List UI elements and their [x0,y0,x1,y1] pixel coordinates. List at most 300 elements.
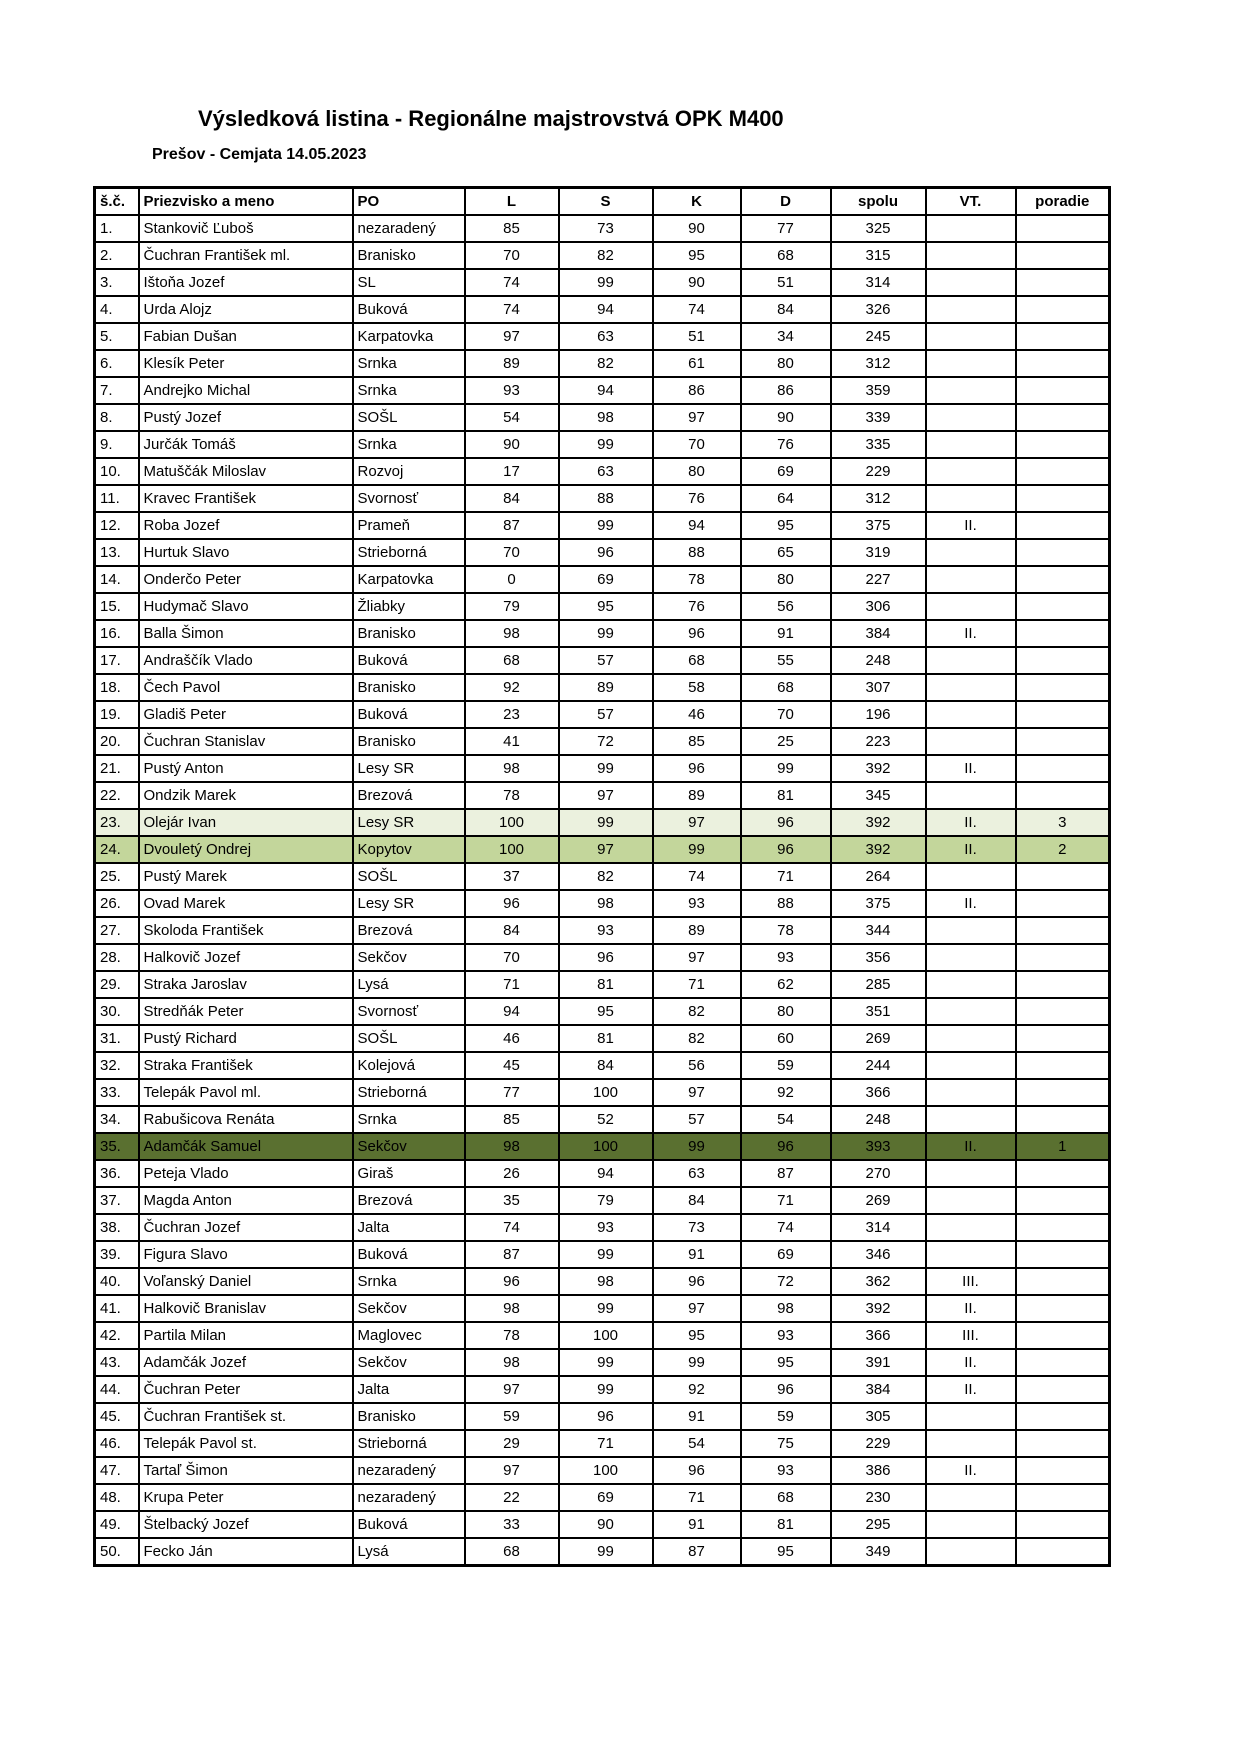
cell-k: 74 [653,863,741,890]
cell-s: 99 [559,431,653,458]
cell-name: Pustý Anton [139,755,353,782]
cell-spolu: 325 [831,215,926,242]
cell-k: 95 [653,1322,741,1349]
cell-l: 96 [465,890,559,917]
cell-l: 45 [465,1052,559,1079]
cell-c: 11. [95,485,139,512]
cell-name: Čech Pavol [139,674,353,701]
cell-spolu: 366 [831,1079,926,1106]
table-row [95,593,1110,620]
table-row [95,701,1110,728]
cell-name: Rabušicova Renáta [139,1106,353,1133]
cell-s: 96 [559,944,653,971]
table-row [95,1187,1110,1214]
cell-d: 51 [741,269,831,296]
cell-vt [926,917,1016,944]
cell-k: 92 [653,1376,741,1403]
cell-name: Telepák Pavol ml. [139,1079,353,1106]
cell-vt: II. [926,1295,1016,1322]
cell-por [1016,1160,1110,1187]
cell-k: 70 [653,431,741,458]
cell-po: Brezová [353,1187,465,1214]
cell-s: 93 [559,1214,653,1241]
cell-por [1016,1457,1110,1484]
cell-s: 90 [559,1511,653,1538]
cell-spolu: 305 [831,1403,926,1430]
cell-name: Fabian Dušan [139,323,353,350]
cell-por [1016,1052,1110,1079]
cell-k: 71 [653,971,741,998]
table-row [95,431,1110,458]
cell-vt: II. [926,890,1016,917]
cell-d: 88 [741,890,831,917]
cell-vt [926,863,1016,890]
cell-po: Srnka [353,431,465,458]
cell-spolu: 244 [831,1052,926,1079]
cell-vt [926,1430,1016,1457]
cell-d: 68 [741,674,831,701]
cell-c: 10. [95,458,139,485]
cell-c: 17. [95,647,139,674]
cell-s: 100 [559,1133,653,1160]
cell-k: 73 [653,1214,741,1241]
cell-spolu: 230 [831,1484,926,1511]
cell-d: 95 [741,1349,831,1376]
cell-k: 84 [653,1187,741,1214]
table-row [95,566,1110,593]
table-row [95,512,1110,539]
cell-d: 81 [741,782,831,809]
cell-vt: II. [926,836,1016,863]
table-row [95,404,1110,431]
cell-spolu: 223 [831,728,926,755]
table-row [95,539,1110,566]
table-row [95,1484,1110,1511]
cell-por [1016,1106,1110,1133]
cell-po: SOŠL [353,404,465,431]
cell-c: 34. [95,1106,139,1133]
cell-c: 9. [95,431,139,458]
cell-name: Straka Jaroslav [139,971,353,998]
header-row [95,188,1110,216]
cell-spolu: 229 [831,458,926,485]
cell-c: 7. [95,377,139,404]
cell-s: 97 [559,782,653,809]
cell-name: Hurtuk Slavo [139,539,353,566]
column-header: poradie [1016,188,1110,216]
table-row [95,350,1110,377]
cell-l: 98 [465,1295,559,1322]
cell-c: 43. [95,1349,139,1376]
cell-s: 99 [559,512,653,539]
cell-vt [926,539,1016,566]
cell-name: Andrejko Michal [139,377,353,404]
cell-po: Srnka [353,1268,465,1295]
cell-s: 94 [559,377,653,404]
cell-por [1016,1403,1110,1430]
cell-s: 94 [559,1160,653,1187]
cell-l: 54 [465,404,559,431]
cell-d: 55 [741,647,831,674]
cell-d: 69 [741,458,831,485]
table-row [95,1025,1110,1052]
cell-c: 33. [95,1079,139,1106]
cell-d: 96 [741,809,831,836]
cell-name: Pustý Jozef [139,404,353,431]
cell-spolu: 344 [831,917,926,944]
cell-po: Buková [353,1241,465,1268]
cell-por [1016,242,1110,269]
cell-name: Skoloda František [139,917,353,944]
cell-k: 76 [653,593,741,620]
cell-k: 99 [653,1133,741,1160]
cell-spolu: 264 [831,863,926,890]
cell-po: Kopytov [353,836,465,863]
cell-c: 45. [95,1403,139,1430]
column-header: VT. [926,188,1016,216]
cell-s: 52 [559,1106,653,1133]
cell-name: Čuchran Peter [139,1376,353,1403]
table-row [95,998,1110,1025]
cell-s: 97 [559,836,653,863]
cell-por [1016,539,1110,566]
cell-d: 76 [741,431,831,458]
cell-l: 77 [465,1079,559,1106]
cell-d: 54 [741,1106,831,1133]
table-row [95,1511,1110,1538]
cell-po: Buková [353,701,465,728]
cell-l: 97 [465,1376,559,1403]
cell-name: Telepák Pavol st. [139,1430,353,1457]
cell-spolu: 319 [831,539,926,566]
cell-name: Klesík Peter [139,350,353,377]
cell-c: 24. [95,836,139,863]
cell-s: 95 [559,998,653,1025]
cell-l: 22 [465,1484,559,1511]
cell-name: Štelbacký Jozef [139,1511,353,1538]
cell-por [1016,593,1110,620]
cell-vt [926,269,1016,296]
cell-d: 71 [741,1187,831,1214]
cell-d: 96 [741,1133,831,1160]
cell-spolu: 384 [831,620,926,647]
cell-k: 76 [653,485,741,512]
table-row [95,836,1110,863]
cell-c: 28. [95,944,139,971]
cell-l: 70 [465,539,559,566]
cell-spolu: 392 [831,1295,926,1322]
cell-c: 18. [95,674,139,701]
cell-c: 20. [95,728,139,755]
table-row [95,1268,1110,1295]
cell-name: Tartaľ Šimon [139,1457,353,1484]
cell-por [1016,1322,1110,1349]
cell-d: 99 [741,755,831,782]
cell-po: Srnka [353,350,465,377]
cell-po: Lesy SR [353,809,465,836]
cell-c: 6. [95,350,139,377]
cell-s: 84 [559,1052,653,1079]
table-row [95,1376,1110,1403]
cell-po: nezaradený [353,1457,465,1484]
cell-spolu: 392 [831,836,926,863]
cell-spolu: 285 [831,971,926,998]
cell-c: 39. [95,1241,139,1268]
cell-c: 37. [95,1187,139,1214]
cell-name: Ondzik Marek [139,782,353,809]
column-header: spolu [831,188,926,216]
cell-po: Branisko [353,728,465,755]
cell-name: Čuchran František st. [139,1403,353,1430]
cell-po: Lesy SR [353,890,465,917]
cell-por: 1 [1016,1133,1110,1160]
cell-por [1016,1268,1110,1295]
cell-por [1016,728,1110,755]
cell-vt [926,485,1016,512]
cell-d: 64 [741,485,831,512]
cell-name: Halkovič Branislav [139,1295,353,1322]
cell-spolu: 384 [831,1376,926,1403]
cell-spolu: 346 [831,1241,926,1268]
cell-s: 99 [559,1376,653,1403]
cell-s: 99 [559,1349,653,1376]
cell-spolu: 391 [831,1349,926,1376]
cell-c: 23. [95,809,139,836]
table-row [95,323,1110,350]
cell-vt [926,1187,1016,1214]
cell-d: 91 [741,620,831,647]
cell-vt [926,728,1016,755]
cell-k: 91 [653,1511,741,1538]
cell-c: 13. [95,539,139,566]
cell-po: Lysá [353,971,465,998]
cell-l: 94 [465,998,559,1025]
table-row [95,1457,1110,1484]
cell-k: 80 [653,458,741,485]
cell-c: 25. [95,863,139,890]
cell-l: 35 [465,1187,559,1214]
cell-c: 50. [95,1538,139,1566]
cell-name: Kravec František [139,485,353,512]
column-header: PO [353,188,465,216]
cell-name: Adamčák Jozef [139,1349,353,1376]
cell-l: 98 [465,755,559,782]
cell-k: 78 [653,566,741,593]
cell-vt [926,431,1016,458]
cell-po: Strieborná [353,1079,465,1106]
cell-d: 95 [741,1538,831,1566]
cell-c: 26. [95,890,139,917]
cell-d: 90 [741,404,831,431]
cell-l: 90 [465,431,559,458]
cell-po: Svornosť [353,485,465,512]
table-row [95,1241,1110,1268]
cell-vt: II. [926,1133,1016,1160]
cell-spolu: 335 [831,431,926,458]
cell-l: 100 [465,809,559,836]
cell-c: 2. [95,242,139,269]
cell-d: 93 [741,1457,831,1484]
cell-s: 79 [559,1187,653,1214]
cell-po: Prameň [353,512,465,539]
cell-l: 23 [465,701,559,728]
cell-vt [926,998,1016,1025]
cell-k: 82 [653,998,741,1025]
cell-l: 97 [465,1457,559,1484]
cell-s: 57 [559,701,653,728]
cell-d: 71 [741,863,831,890]
cell-por [1016,1241,1110,1268]
table-row [95,863,1110,890]
cell-k: 46 [653,701,741,728]
cell-po: Sekčov [353,1133,465,1160]
cell-vt [926,296,1016,323]
cell-po: Branisko [353,620,465,647]
cell-name: Jurčák Tomáš [139,431,353,458]
cell-spolu: 362 [831,1268,926,1295]
cell-k: 96 [653,1457,741,1484]
cell-spolu: 392 [831,809,926,836]
table-row [95,674,1110,701]
cell-spolu: 351 [831,998,926,1025]
cell-name: Halkovič Jozef [139,944,353,971]
cell-por [1016,377,1110,404]
cell-s: 63 [559,323,653,350]
cell-k: 71 [653,1484,741,1511]
cell-l: 74 [465,296,559,323]
cell-po: SL [353,269,465,296]
cell-po: Svornosť [353,998,465,1025]
cell-po: Lesy SR [353,755,465,782]
table-row [95,485,1110,512]
cell-s: 69 [559,1484,653,1511]
cell-c: 14. [95,566,139,593]
cell-name: Hudymač Slavo [139,593,353,620]
cell-name: Stankovič Ľuboš [139,215,353,242]
cell-vt [926,1079,1016,1106]
cell-k: 95 [653,242,741,269]
cell-d: 81 [741,1511,831,1538]
cell-k: 96 [653,1268,741,1295]
cell-name: Figura Slavo [139,1241,353,1268]
cell-po: Buková [353,296,465,323]
cell-s: 73 [559,215,653,242]
table-row [95,809,1110,836]
cell-vt [926,242,1016,269]
cell-name: Balla Šimon [139,620,353,647]
cell-po: Branisko [353,1403,465,1430]
cell-l: 70 [465,242,559,269]
cell-po: Strieborná [353,1430,465,1457]
table-row [95,242,1110,269]
cell-l: 89 [465,350,559,377]
cell-c: 12. [95,512,139,539]
cell-por [1016,863,1110,890]
cell-k: 54 [653,1430,741,1457]
cell-k: 88 [653,539,741,566]
cell-l: 41 [465,728,559,755]
cell-por [1016,1349,1110,1376]
cell-l: 79 [465,593,559,620]
cell-d: 59 [741,1403,831,1430]
cell-name: Adamčák Samuel [139,1133,353,1160]
cell-d: 80 [741,998,831,1025]
table-row [95,647,1110,674]
cell-c: 27. [95,917,139,944]
cell-k: 91 [653,1403,741,1430]
cell-name: Dvouletý Ondrej [139,836,353,863]
cell-vt [926,701,1016,728]
column-header: š.č. [95,188,139,216]
cell-po: nezaradený [353,215,465,242]
cell-por [1016,1187,1110,1214]
cell-c: 36. [95,1160,139,1187]
cell-name: Stredňák Peter [139,998,353,1025]
cell-s: 63 [559,458,653,485]
cell-k: 89 [653,782,741,809]
cell-po: Lysá [353,1538,465,1566]
cell-k: 58 [653,674,741,701]
cell-s: 99 [559,1538,653,1566]
cell-k: 63 [653,1160,741,1187]
cell-c: 4. [95,296,139,323]
cell-name: Peteja Vlado [139,1160,353,1187]
table-row [95,296,1110,323]
cell-k: 90 [653,215,741,242]
cell-vt: II. [926,1376,1016,1403]
cell-d: 60 [741,1025,831,1052]
cell-d: 93 [741,944,831,971]
cell-name: Čuchran Jozef [139,1214,353,1241]
cell-s: 99 [559,1295,653,1322]
cell-l: 71 [465,971,559,998]
cell-l: 29 [465,1430,559,1457]
cell-por [1016,1214,1110,1241]
cell-por [1016,458,1110,485]
cell-por [1016,269,1110,296]
cell-d: 34 [741,323,831,350]
cell-s: 98 [559,890,653,917]
cell-d: 84 [741,296,831,323]
cell-name: Straka František [139,1052,353,1079]
cell-d: 65 [741,539,831,566]
cell-po: Buková [353,647,465,674]
cell-name: Čuchran František ml. [139,242,353,269]
cell-por [1016,998,1110,1025]
cell-spolu: 227 [831,566,926,593]
cell-l: 78 [465,1322,559,1349]
cell-s: 99 [559,269,653,296]
cell-s: 98 [559,1268,653,1295]
cell-spolu: 339 [831,404,926,431]
cell-po: Sekčov [353,944,465,971]
cell-por [1016,782,1110,809]
cell-c: 49. [95,1511,139,1538]
cell-name: Pustý Richard [139,1025,353,1052]
cell-d: 86 [741,377,831,404]
cell-vt [926,458,1016,485]
cell-po: Kolejová [353,1052,465,1079]
cell-d: 59 [741,1052,831,1079]
cell-d: 72 [741,1268,831,1295]
cell-spolu: 312 [831,485,926,512]
cell-c: 16. [95,620,139,647]
cell-c: 31. [95,1025,139,1052]
cell-d: 25 [741,728,831,755]
cell-vt [926,215,1016,242]
table-row [95,728,1110,755]
cell-k: 93 [653,890,741,917]
